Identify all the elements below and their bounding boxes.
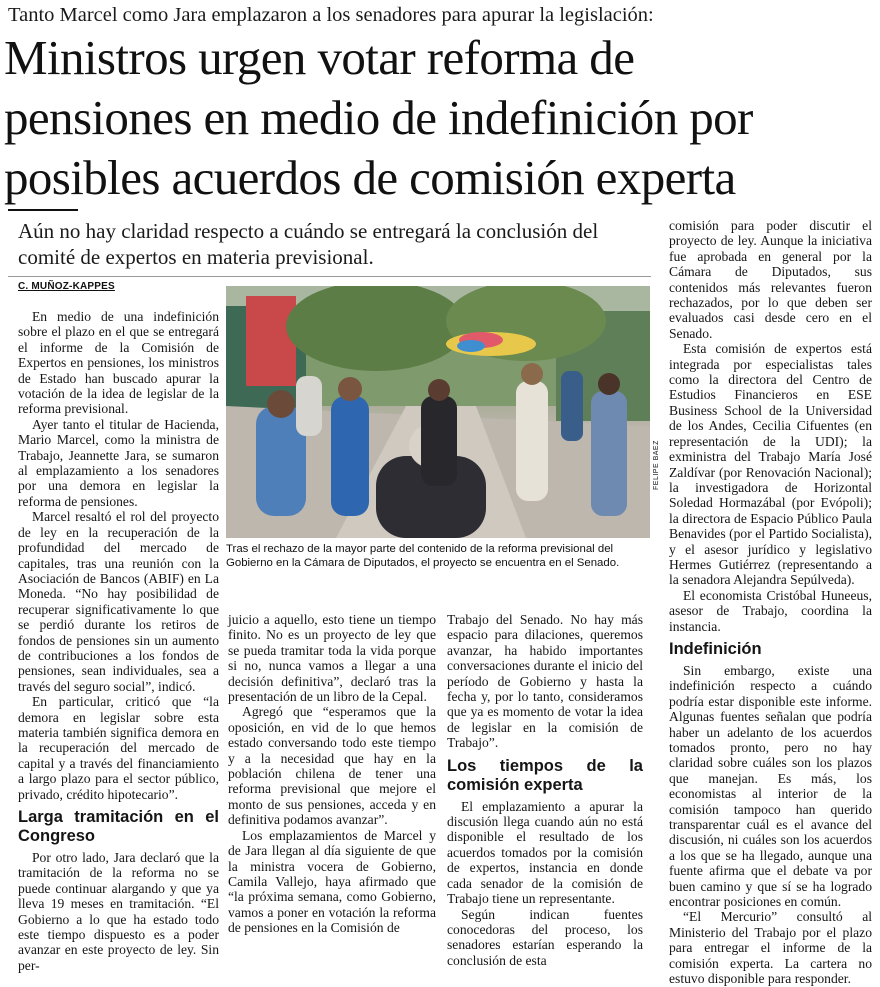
subheading-larga-tramitacion: Larga tramitación en el Congreso bbox=[18, 808, 219, 845]
subheading-tiempos-comision: Los tiempos de la comisión experta bbox=[447, 756, 643, 794]
kicker: Tanto Marcel como Jara emplazaron a los senadores para apurar la legislación: bbox=[8, 4, 654, 26]
paragraph: comisión para poder discutir el proyecto de ley. Aunque la iniciativa fue aprobada en general por la Cámara de Diputados, sus contenidos más relevantes fueron rechazados, por lo que deben ser evaluados casi desde cero en el Senado. bbox=[669, 218, 872, 341]
paragraph: Por otro lado, Jara declaró que la tramitación de la reforma no se puede continuar alargando y que ya lleva 19 meses en tramitación. “El Gobierno a lo que ha estado todo este tiempo dispuesto es a poder avanzar en este proyecto de ley. Sin per- bbox=[18, 850, 219, 973]
paragraph: Agregó que “esperamos que la oposición, en vid de lo que hemos estado conversando todo este tiempo y a la necesidad que hay en la población chilena de tener una reforma previsional que mejore el monto de sus pensiones, acceda y en definitiva podamos avanzar”. bbox=[228, 704, 436, 828]
headline-line-2: pensiones en medio de indefinición por bbox=[4, 90, 753, 145]
byline: C. MUÑOZ-KAPPES bbox=[18, 281, 115, 292]
paragraph: El emplazamiento a apurar la discusión llega cuando aún no está disponible el resultado de los acuerdos tomados por la comisión de expertos, instancia en donde cada senador de la comisión de Trabajo tiene un representante. bbox=[447, 798, 643, 907]
photo-credit: FELIPE BAEZ bbox=[653, 440, 660, 490]
subheading-indefinicion: Indefinición bbox=[669, 639, 762, 658]
paragraph: Ayer tanto el titular de Hacienda, Mario Marcel, como la ministra de Trabajo, Jeannette Jara, se sumaron al emplazamiento a los senadores por una demora en legislar la reforma de pensiones. bbox=[18, 416, 219, 509]
paragraph: “El Mercurio” consultó al Ministerio del Trabajo por el plazo para entregar el informe de la comisión experta. La cartera no estuvo disponible para responder. bbox=[669, 909, 872, 987]
article-column-3 bbox=[447, 612, 643, 968]
deck: Aún no hay claridad respecto a cuándo se entregará la conclusión del comité de expertos en materia previsional. bbox=[18, 219, 599, 269]
headline-line-3: posibles acuerdos de comisión experta bbox=[4, 150, 736, 205]
paragraph: Sin embargo, existe una indefinición respecto a cuándo podría estar disponible este informe. Algunas fuentes señalan que podría haber un adelanto de los acuerdos tomados pronto, pero no hay claridad sobre cuáles son los plazos que manejan. Es más, los economistas al interior de la comisión tampoco han querido transparentar cuál es el avance del discusión, ni cuáles son los acuerdos a los que se ha llegado, aunque una fuente afirma que el debate va por buen camino y que sí se ha logrado encontrar posiciones en común. bbox=[669, 662, 872, 910]
paragraph: Según indican fuentes conocedoras del proceso, los senadores estarían esperando la conclusión de esta bbox=[447, 906, 643, 968]
deck-rule bbox=[8, 276, 651, 277]
paragraph: El economista Cristóbal Huneeus, asesor de Trabajo, coordina la instancia. bbox=[669, 587, 872, 634]
article-column-2 bbox=[228, 612, 436, 936]
headline-line-1: Ministros urgen votar reforma de bbox=[4, 30, 635, 85]
street-scene-image bbox=[226, 286, 650, 538]
paragraph: En particular, criticó que “la demora en legislar sobre esta materia también significa demora en la recuperación del mercado de capital y a través del financiamiento a largo plazo para el sector público, privado, crédito hipotecario”. bbox=[18, 694, 219, 802]
headline-rule bbox=[8, 209, 78, 211]
paragraph: En medio de una indefinición sobre el plazo en el que se entregará el informe de la Comisión de Expertos en pensiones, los ministros de Estado han buscado apurar la votación de la idea de legislar de la reforma previsional. bbox=[18, 309, 219, 417]
news-photo bbox=[226, 286, 650, 538]
headline bbox=[4, 28, 876, 208]
paragraph: Esta comisión de expertos está integrada por especialistas tales como la directora del Centro de Estudios Financieros en ESE Business School de la Universidad de los Andes, Cecilia Cifuentes (en representación de la UDI); la exministra del Trabajo María José Zaldívar (por Renovación Nacional); la investigadora de Horizontal Soledad Hormazábal (por Evópoli); la directora de Espacio Público Paula Benavides (por el Partido Socialista), y el asesor jurídico y legislativo Hermes Gutiérrez (representando a la senadora Alejandra Sepúlveda). bbox=[669, 341, 872, 588]
paragraph: juicio a aquello, esto tiene un tiempo finito. No es un proyecto de ley que se pueda tramitar toda la vida porque si no, nunca vamos a llegar a una decisión definitiva”, declaró tras la presentación de un libro de la Cepal. bbox=[228, 612, 436, 705]
paragraph: Trabajo del Senado. No hay más espacio para dilaciones, queremos avanzar, ha habido importantes conversaciones durante el inicio del período de Gobierno y hasta la fecha y, por lo tanto, consideramos que ya es momento de votar la idea de legislar en la comisión de Trabajo”. bbox=[447, 612, 643, 751]
article-column-4 bbox=[669, 218, 872, 987]
paragraph: Marcel resaltó el rol del proyecto de ley en la recuperación de la profundidad del mercado de capitales, tras una reunión con la Asociación de Bancos (ABIF) en La Moneda. “No hay posibilidad de recuperar significativamente lo que se perdió durante los retiros de fondos de pensiones sin un aumento de contribuciones a los fondos de pensiones, sean individuales, sea a través del seguro social”, indicó. bbox=[18, 509, 219, 694]
article-column-1 bbox=[18, 309, 219, 973]
paragraph: Los emplazamientos de Marcel y de Jara llegan al día siguiente de que la ministra vocera de Gobierno, Camila Vallejo, haya afirmado que “la próxima semana, como Gobierno, vamos a poner en votación la reforma de pensiones en la Comisión de bbox=[228, 827, 436, 936]
photo-caption: Tras el rechazo de la mayor parte del contenido de la reforma previsional del Gobierno en la Cámara de Diputados, el proyecto se encuentra en el Senado. bbox=[226, 543, 620, 569]
